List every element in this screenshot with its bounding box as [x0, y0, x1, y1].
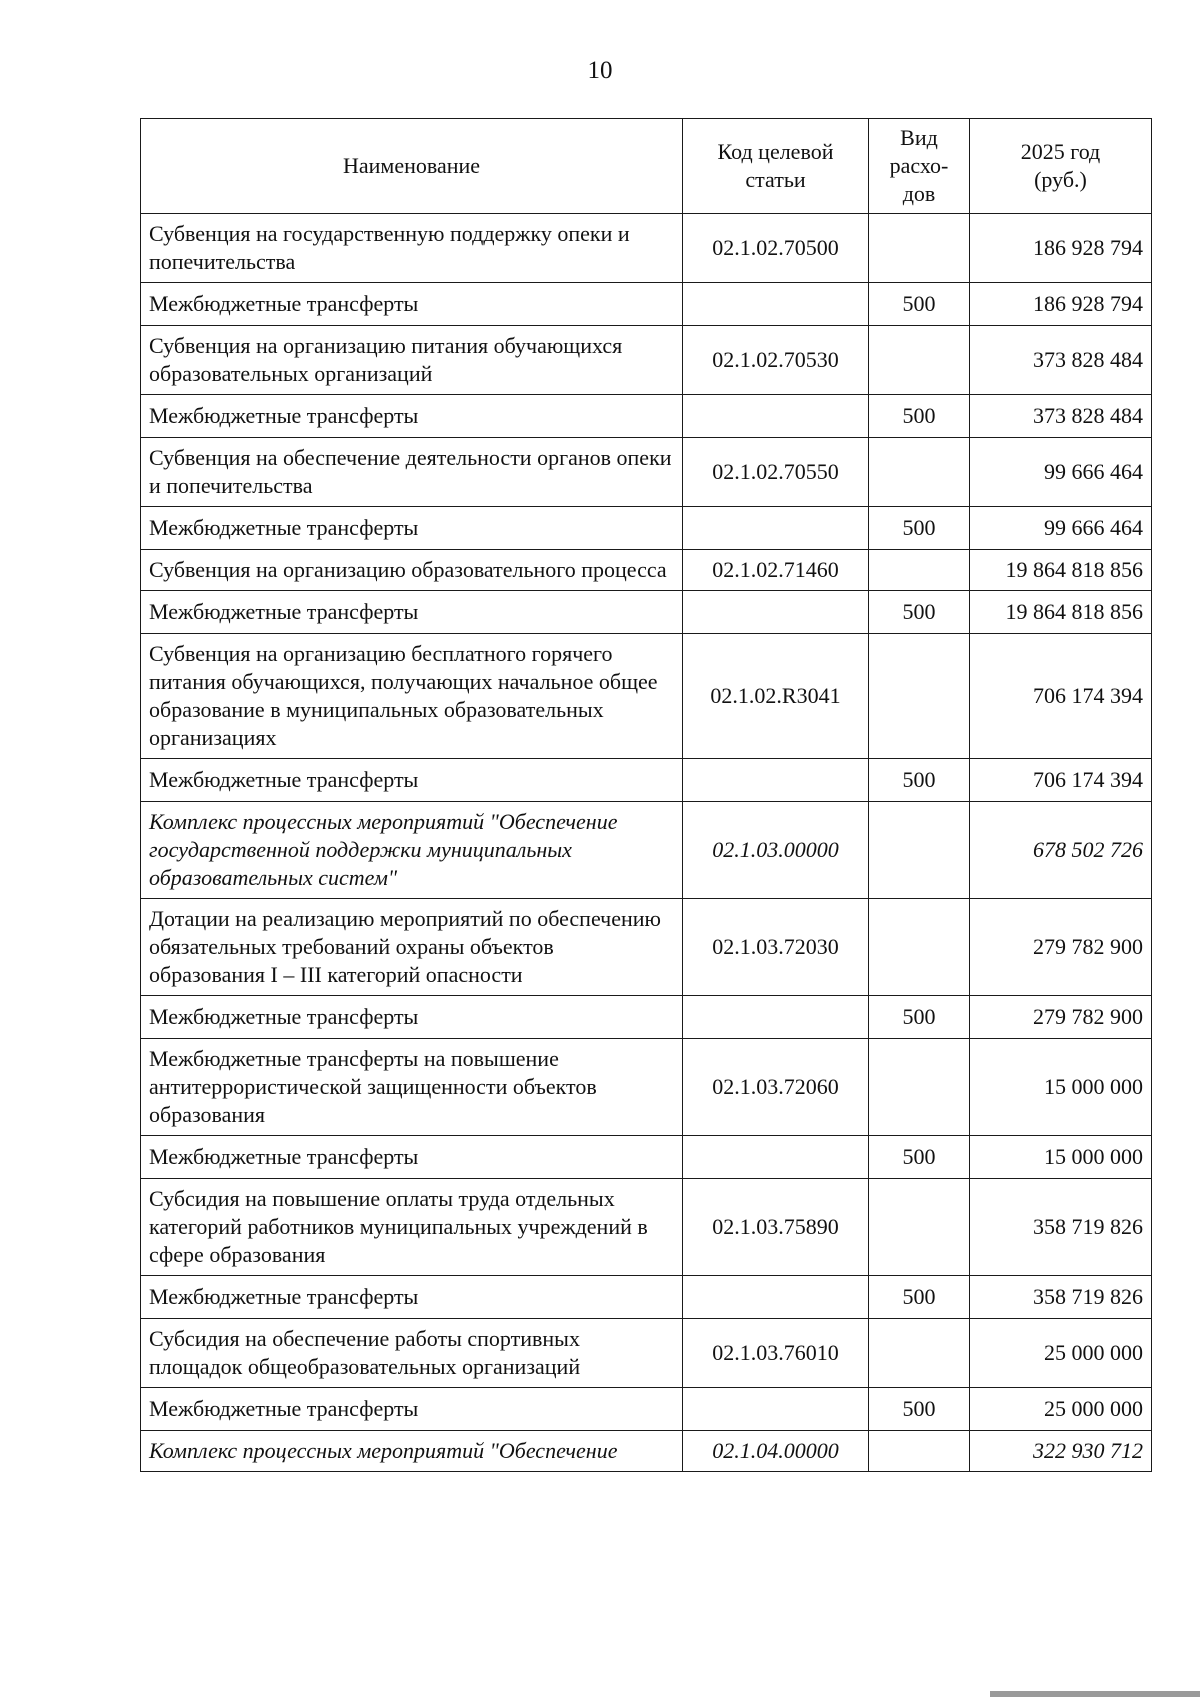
- row-name: Межбюджетные трансферты: [141, 759, 683, 802]
- row-name: Межбюджетные трансферты: [141, 395, 683, 438]
- row-code: [683, 283, 869, 326]
- row-name: Межбюджетные трансферты: [141, 1276, 683, 1319]
- row-code: [683, 1136, 869, 1179]
- row-kind: [869, 214, 970, 283]
- row-code: 02.1.04.00000: [683, 1431, 869, 1472]
- table-row: [141, 550, 1152, 591]
- table-row: [141, 759, 1152, 802]
- row-code: 02.1.03.72060: [683, 1039, 869, 1136]
- row-code: [683, 1276, 869, 1319]
- row-kind: 500: [869, 759, 970, 802]
- table-row: [141, 802, 1152, 899]
- row-code: 02.1.02.R3041: [683, 634, 869, 759]
- row-code: 02.1.03.72030: [683, 899, 869, 996]
- row-name: Субсидия на повышение оплаты труда отдельных категорий работников муниципальных учреждений в сфере образования: [141, 1179, 683, 1276]
- table-row: [141, 1276, 1152, 1319]
- row-amount: 99 666 464: [970, 438, 1152, 507]
- row-code: 02.1.03.75890: [683, 1179, 869, 1276]
- row-amount: 19 864 818 856: [970, 591, 1152, 634]
- table-row: [141, 507, 1152, 550]
- row-amount: 373 828 484: [970, 395, 1152, 438]
- row-amount: 279 782 900: [970, 899, 1152, 996]
- row-amount: 358 719 826: [970, 1276, 1152, 1319]
- row-kind: [869, 550, 970, 591]
- header-code: Код целевой статьи: [683, 119, 869, 214]
- row-kind: [869, 802, 970, 899]
- table-row: [141, 395, 1152, 438]
- row-kind: 500: [869, 996, 970, 1039]
- scan-edge-mark: [990, 1691, 1200, 1697]
- table-row: [141, 1136, 1152, 1179]
- row-amount: 322 930 712: [970, 1431, 1152, 1472]
- row-amount: 358 719 826: [970, 1179, 1152, 1276]
- row-name: Комплекс процессных мероприятий "Обеспечение государственной поддержки муниципальных образовательных систем": [141, 802, 683, 899]
- row-amount: 25 000 000: [970, 1319, 1152, 1388]
- row-name: Межбюджетные трансферты: [141, 507, 683, 550]
- table-header-row: [141, 119, 1152, 214]
- table-row: [141, 283, 1152, 326]
- row-kind: [869, 326, 970, 395]
- table-row: [141, 214, 1152, 283]
- table-row: [141, 1039, 1152, 1136]
- row-code: [683, 1388, 869, 1431]
- table-row: [141, 438, 1152, 507]
- row-code: [683, 591, 869, 634]
- row-kind: 500: [869, 1276, 970, 1319]
- row-code: 02.1.03.00000: [683, 802, 869, 899]
- row-kind: [869, 1039, 970, 1136]
- row-code: [683, 759, 869, 802]
- table-row: [141, 899, 1152, 996]
- row-amount: 15 000 000: [970, 1039, 1152, 1136]
- row-kind: 500: [869, 283, 970, 326]
- table-body: [141, 214, 1152, 1472]
- row-code: [683, 996, 869, 1039]
- row-code: 02.1.03.76010: [683, 1319, 869, 1388]
- row-name: Межбюджетные трансферты: [141, 996, 683, 1039]
- row-code: 02.1.02.70500: [683, 214, 869, 283]
- table-row: [141, 634, 1152, 759]
- table-row: [141, 996, 1152, 1039]
- table-row: [141, 591, 1152, 634]
- row-name: Межбюджетные трансферты: [141, 1388, 683, 1431]
- row-kind: [869, 1319, 970, 1388]
- row-amount: 25 000 000: [970, 1388, 1152, 1431]
- header-name: Наименование: [141, 119, 683, 214]
- row-name: Дотации на реализацию мероприятий по обеспечению обязательных требований охраны объектов образования I – III категорий опасности: [141, 899, 683, 996]
- row-name: Межбюджетные трансферты на повышение антитеррористической защищенности объектов образования: [141, 1039, 683, 1136]
- row-kind: [869, 438, 970, 507]
- row-code: 02.1.02.70550: [683, 438, 869, 507]
- row-name: Субвенция на организацию питания обучающихся образовательных организаций: [141, 326, 683, 395]
- row-name: Субсидия на обеспечение работы спортивных площадок общеобразовательных организаций: [141, 1319, 683, 1388]
- row-kind: [869, 1431, 970, 1472]
- table-row: [141, 1388, 1152, 1431]
- table-row: [141, 1179, 1152, 1276]
- row-kind: 500: [869, 395, 970, 438]
- header-amount: 2025 год (руб.): [970, 119, 1152, 214]
- row-kind: [869, 1179, 970, 1276]
- row-name: Субвенция на организацию образовательного процесса: [141, 550, 683, 591]
- row-kind: 500: [869, 1136, 970, 1179]
- row-kind: [869, 899, 970, 996]
- row-amount: 706 174 394: [970, 759, 1152, 802]
- row-amount: 186 928 794: [970, 214, 1152, 283]
- row-amount: 19 864 818 856: [970, 550, 1152, 591]
- row-amount: 678 502 726: [970, 802, 1152, 899]
- page-number: 10: [587, 57, 613, 84]
- row-kind: 500: [869, 1388, 970, 1431]
- row-name: Комплекс процессных мероприятий "Обеспечение: [141, 1431, 683, 1472]
- row-amount: 186 928 794: [970, 283, 1152, 326]
- table-row: [141, 1319, 1152, 1388]
- row-amount: 99 666 464: [970, 507, 1152, 550]
- row-code: 02.1.02.70530: [683, 326, 869, 395]
- row-amount: 15 000 000: [970, 1136, 1152, 1179]
- table-row: [141, 1431, 1152, 1472]
- row-code: [683, 507, 869, 550]
- row-amount: 279 782 900: [970, 996, 1152, 1039]
- row-name: Межбюджетные трансферты: [141, 283, 683, 326]
- row-kind: 500: [869, 507, 970, 550]
- row-kind: [869, 634, 970, 759]
- row-name: Межбюджетные трансферты: [141, 1136, 683, 1179]
- row-kind: 500: [869, 591, 970, 634]
- row-name: Субвенция на обеспечение деятельности органов опеки и попечительства: [141, 438, 683, 507]
- header-kind: Вид расхо-дов: [869, 119, 970, 214]
- row-code: [683, 395, 869, 438]
- budget-table: [140, 118, 1152, 1472]
- row-name: Субвенция на государственную поддержку опеки и попечительства: [141, 214, 683, 283]
- row-code: 02.1.02.71460: [683, 550, 869, 591]
- row-name: Субвенция на организацию бесплатного горячего питания обучающихся, получающих начальное общее образование в муниципальных образовательных организациях: [141, 634, 683, 759]
- row-amount: 706 174 394: [970, 634, 1152, 759]
- row-amount: 373 828 484: [970, 326, 1152, 395]
- row-name: Межбюджетные трансферты: [141, 591, 683, 634]
- table-row: [141, 326, 1152, 395]
